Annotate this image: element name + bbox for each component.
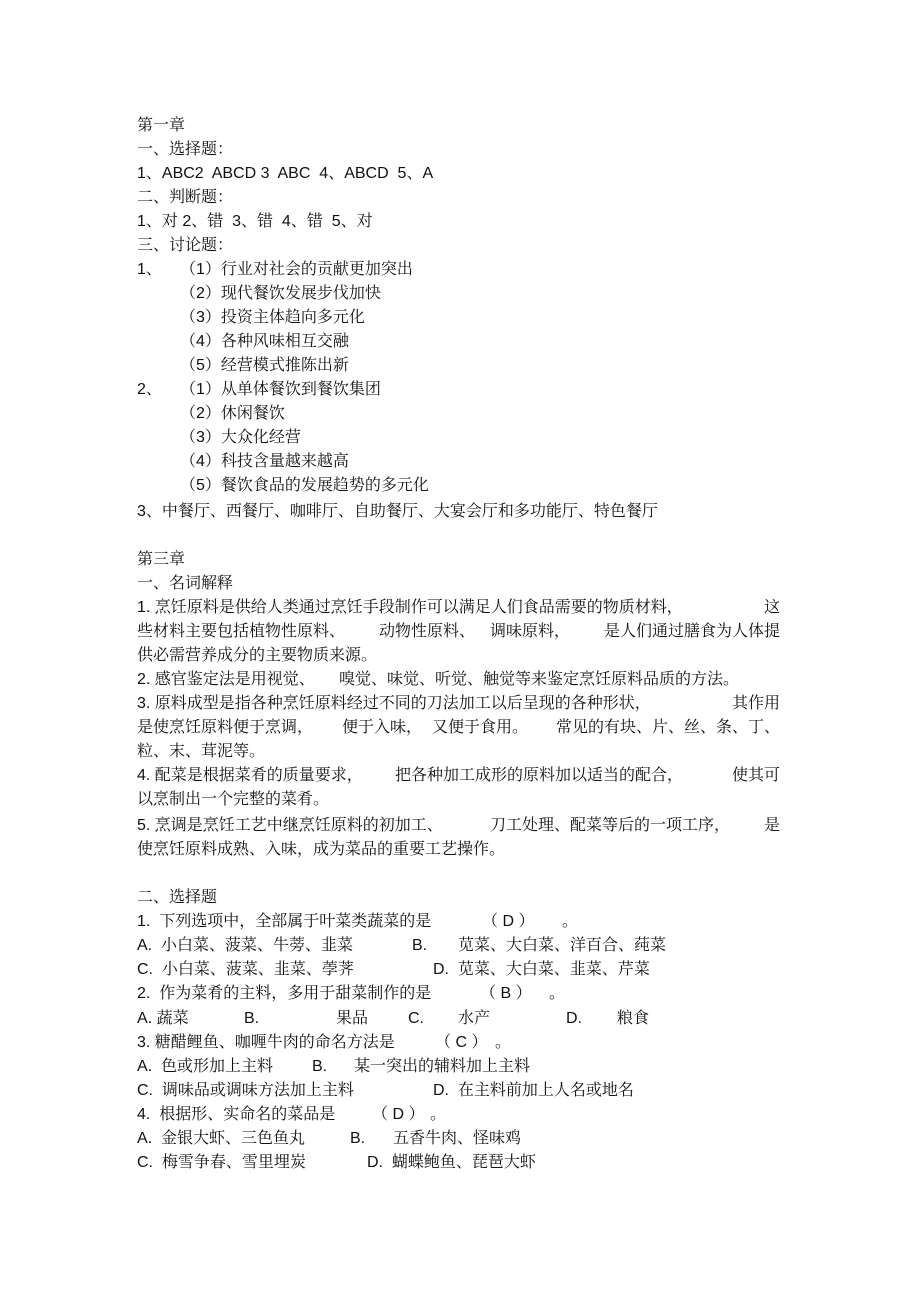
option: D. 在主料前加上人名或地名: [433, 1082, 634, 1099]
question-number: 1、: [137, 261, 162, 278]
list-item: （3）大众化经营: [180, 429, 301, 446]
question-number: 2、: [137, 381, 162, 398]
text: 5. 烹调是烹饪工艺中继烹饪原料的初加工、: [137, 817, 443, 834]
answer: （ B ）: [480, 985, 532, 1002]
list-item: （4）科技含量越来越高: [180, 453, 349, 470]
text: 是人们通过膳食为人体提: [603, 623, 780, 640]
option: 苋菜、大白菜、洋百合、莼菜: [458, 937, 667, 954]
option: 粮食: [617, 1010, 650, 1027]
option-line: [137, 935, 667, 957]
option: A. 小白菜、菠菜、牛蒡、韭菜: [137, 937, 354, 954]
option: 某一突出的辅料加上主料: [354, 1058, 531, 1075]
paragraph-line: [137, 765, 780, 787]
text: 4. 根据形、实命名的菜品是: [137, 1106, 336, 1123]
section-heading: 二、选择题: [137, 889, 218, 906]
paragraph-line: [137, 621, 780, 643]
option-line: [137, 1080, 634, 1102]
option-label: C.: [408, 1010, 424, 1027]
paragraph-line: [137, 597, 780, 619]
text: 动物性原料、: [379, 623, 476, 640]
text: 2. 作为菜肴的主料，多用于甜菜制作的是: [137, 985, 432, 1002]
question-stem: [137, 1104, 447, 1126]
text: 把各种加工成形的原料加以适当的配合，: [395, 767, 684, 784]
option-label: B.: [412, 937, 428, 954]
list-item: （1）行业对社会的贡献更加突出: [180, 261, 413, 278]
section-heading: 二、判断题：: [137, 189, 234, 206]
text: 是使烹饪原料便于烹调，: [137, 719, 314, 736]
option-label: D.: [566, 1010, 582, 1027]
list-item: （5）经营模式推陈出新: [180, 357, 349, 374]
list-item: （5）餐饮食品的发展趋势的多元化: [180, 477, 429, 494]
option-label: B.: [244, 1010, 260, 1027]
option: 果品: [336, 1010, 369, 1027]
option-label: B.: [350, 1130, 366, 1147]
option: D. 蝴蝶鲍鱼、琵琶大虾: [367, 1154, 536, 1171]
text: 其作用: [731, 695, 780, 712]
question-stem: [137, 983, 566, 1005]
section-heading: 三、讨论题：: [137, 237, 234, 254]
option-line: [137, 1008, 650, 1030]
paragraph-line: [137, 669, 780, 691]
text: 使其可: [731, 767, 780, 784]
paragraph-line: 粒、末、茸泥等。: [137, 743, 266, 760]
list-item: （3）投资主体趋向多元化: [180, 309, 365, 326]
answer-line: 3、中餐厅、西餐厅、咖啡厅、自助餐厅、大宴会厅和多功能厅、特色餐厅: [137, 503, 658, 520]
option: A. 色或形加上主料: [137, 1058, 274, 1075]
option-line: [137, 1056, 531, 1078]
text: 3. 糖醋鲤鱼、咖喱牛肉的命名方法是: [137, 1034, 395, 1051]
text: 刀工处理、配菜等后的一项工序，: [490, 817, 731, 834]
list-item: （2）休闲餐饮: [180, 405, 285, 422]
text: 4. 配菜是根据菜肴的质量要求，: [137, 767, 363, 784]
question-stem: [137, 1032, 512, 1054]
paragraph-line: [137, 815, 780, 837]
list-item: （2）现代餐饮发展步伐加快: [180, 285, 381, 302]
option-line: [137, 1152, 536, 1174]
answer-line: 1、ABC2 ABCD 3 ABC 4、ABCD 5、A: [137, 165, 434, 182]
question-stem: [137, 911, 579, 933]
answer: （ D ）: [482, 913, 535, 930]
text: 又便于食用。: [432, 719, 529, 736]
option: A. 金银大虾、三色鱼丸: [137, 1130, 306, 1147]
text: 2. 感官鉴定法是用视觉、: [137, 671, 315, 688]
text: 嗅觉、味觉、听觉、触觉等来鉴定烹饪原料品质的方法。: [339, 671, 740, 688]
paragraph-line: 供必需营养成分的主要物质来源。: [137, 647, 378, 664]
paragraph-line: [137, 717, 780, 739]
paragraph-line: 以烹制出一个完整的菜肴。: [137, 791, 330, 808]
text: 。: [495, 1034, 512, 1051]
text: 。: [430, 1106, 447, 1123]
section-heading: 一、选择题：: [137, 141, 234, 158]
list-item: （1）从单体餐饮到餐饮集团: [180, 381, 381, 398]
text: 。: [549, 985, 566, 1002]
paragraph-line: [137, 693, 780, 715]
option-label: B.: [312, 1058, 328, 1075]
text: 3. 原料成型是指各种烹饪原料经过不同的刀法加工以后呈现的各种形状，: [137, 695, 651, 712]
option: C. 小白菜、菠菜、韭菜、荸荠: [137, 961, 354, 978]
option-line: [137, 959, 650, 981]
text: 些材料主要包括植物性原料、: [137, 623, 346, 640]
section-heading: 一、名词解释: [137, 575, 234, 592]
option: C. 梅雪争春、雪里埋炭: [137, 1154, 306, 1171]
chapter-title: 第三章: [137, 551, 186, 568]
option: 五香牛肉、怪味鸡: [393, 1130, 522, 1147]
chapter-title: 第一章: [137, 117, 186, 134]
text: 。: [562, 913, 579, 930]
text: 调味原料，: [490, 623, 571, 640]
option: A. 蔬菜: [137, 1010, 189, 1027]
option: C. 调味品或调味方法加上主料: [137, 1082, 354, 1099]
text: 1. 烹饪原料是供给人类通过烹饪手段制作可以满足人们食品需要的物质材料，: [137, 599, 683, 616]
list-item: （4）各种风味相互交融: [180, 333, 349, 350]
text: 是: [763, 817, 780, 834]
text: 便于入味，: [342, 719, 423, 736]
option: D. 苋菜、大白菜、韭菜、芹菜: [433, 961, 650, 978]
answer: （ C ）: [435, 1034, 488, 1051]
text: 这: [763, 599, 780, 616]
option-line: [137, 1128, 522, 1150]
paragraph-line: 使烹饪原料成熟、入味，成为菜品的重要工艺操作。: [137, 841, 506, 858]
option: 水产: [458, 1010, 491, 1027]
answer: （ D ）: [372, 1106, 425, 1123]
answer-line: 1、对 2、错 3、错 4、错 5、对: [137, 213, 373, 230]
text: 1. 下列选项中，全部属于叶菜类蔬菜的是: [137, 913, 432, 930]
text: 常见的有块、片、丝、条、丁、: [555, 719, 780, 736]
